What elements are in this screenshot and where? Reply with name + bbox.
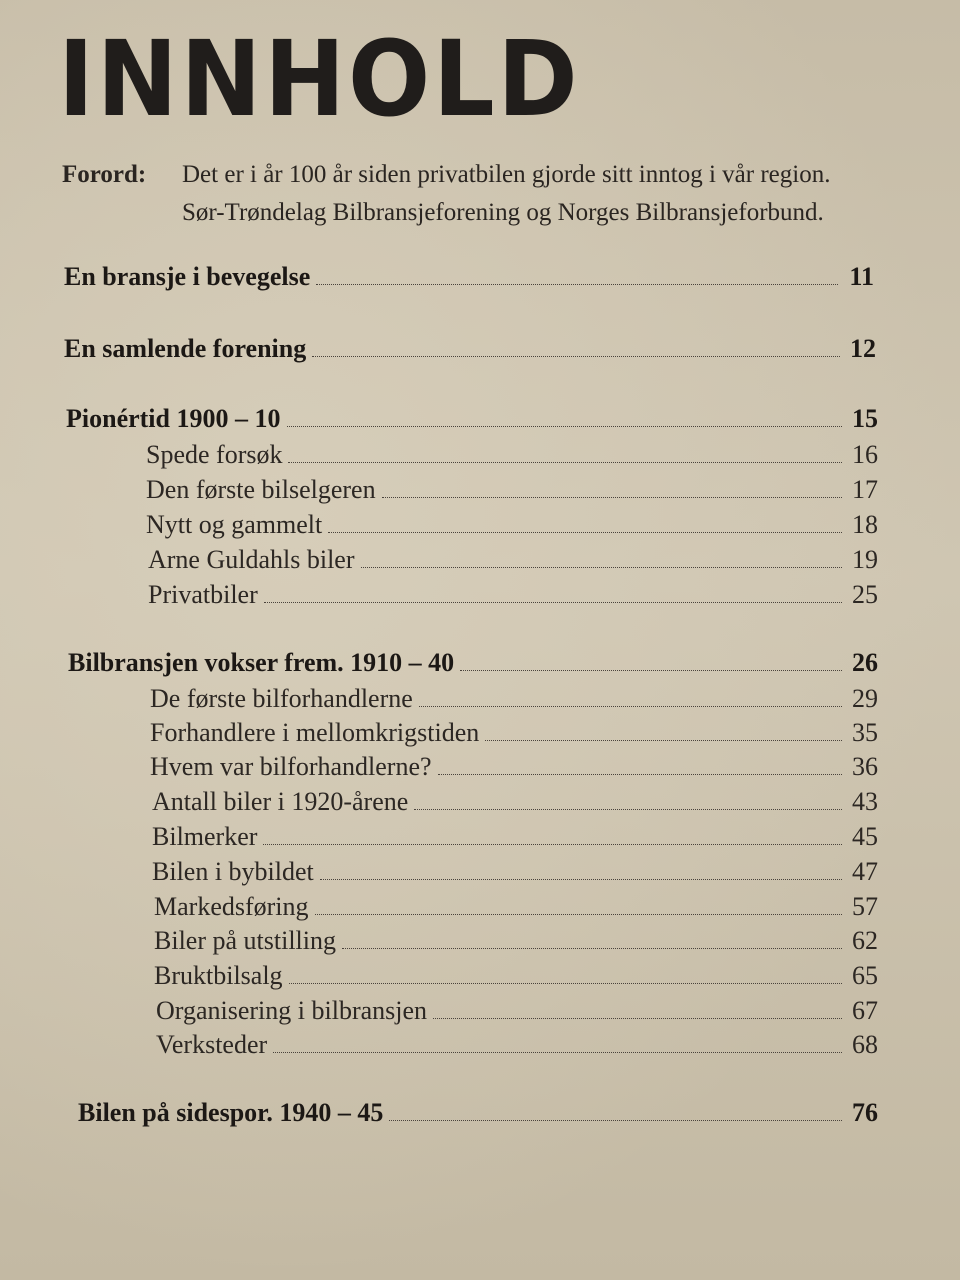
toc-entry-page: 65 — [852, 961, 878, 990]
toc-entry — [146, 510, 878, 546]
dot-leader — [288, 461, 842, 463]
toc-entry-page: 68 — [852, 1030, 878, 1059]
toc-entry — [156, 1030, 878, 1066]
toc-entry — [64, 262, 874, 298]
toc-entry-title: Bilmerker — [152, 822, 258, 851]
toc-entry — [146, 475, 878, 511]
toc-entry-page: 15 — [852, 404, 878, 433]
toc-entry — [146, 440, 878, 476]
toc-entry-page: 62 — [852, 926, 878, 955]
toc-entry-title: Spede forsøk — [146, 440, 283, 469]
toc-entry-title: En samlende forening — [64, 334, 307, 363]
toc-entry-page: 29 — [852, 684, 878, 713]
dot-leader — [342, 947, 842, 949]
dot-leader — [438, 773, 842, 775]
dot-leader — [320, 878, 842, 880]
toc-entry-page: 47 — [852, 857, 878, 886]
foreword-line: Det er i år 100 år siden privatbilen gjorde sitt inntog i vår region. — [182, 161, 831, 188]
toc-entry — [150, 752, 878, 788]
toc-entry-page: 18 — [852, 510, 878, 539]
dot-leader — [263, 843, 842, 845]
toc-entry-page: 67 — [852, 996, 878, 1025]
toc-entry-title: En bransje i bevegelse — [64, 262, 311, 291]
dot-leader — [361, 566, 842, 568]
toc-entry-page: 19 — [852, 545, 878, 574]
dot-leader — [273, 1051, 842, 1053]
toc-entry — [154, 926, 878, 962]
toc-entry — [154, 892, 878, 928]
toc-entry — [66, 404, 878, 440]
toc-entry-title: Arne Guldahls biler — [148, 545, 355, 574]
toc-entry-title: Bilbransjen vokser frem. 1910 – 40 — [68, 648, 455, 677]
toc-entry-page: 26 — [852, 648, 878, 677]
foreword-line: Sør-Trøndelag Bilbransjeforening og Norges Bilbransjeforbund. — [182, 199, 824, 226]
dot-leader — [315, 913, 842, 915]
dot-leader — [287, 425, 843, 427]
toc-entry-page: 57 — [852, 892, 878, 921]
toc-entry-page: 76 — [852, 1098, 878, 1127]
toc-entry — [154, 961, 878, 997]
toc-entry — [148, 580, 878, 616]
toc-entry-page: 12 — [850, 334, 876, 363]
dot-leader — [419, 705, 842, 707]
toc-entry-title: Markedsføring — [154, 892, 309, 921]
toc-entry-title: Verksteder — [156, 1030, 268, 1059]
toc-entry-title: Nytt og gammelt — [146, 510, 323, 539]
dot-leader — [312, 355, 840, 357]
dot-leader — [382, 496, 842, 498]
toc-entry-page: 16 — [852, 440, 878, 469]
dot-leader — [414, 808, 842, 810]
toc-entry — [152, 857, 878, 893]
toc-entry-title: Bilen på sidespor. 1940 – 45 — [78, 1098, 384, 1127]
toc-entry-page: 35 — [852, 718, 878, 747]
toc-entry-title: Organisering i bilbransjen — [156, 996, 428, 1025]
toc-entry — [150, 684, 878, 720]
dot-leader — [289, 982, 842, 984]
foreword-label: Forord: — [62, 161, 147, 188]
toc-entry-title: Hvem var bilforhandlerne? — [150, 752, 432, 781]
dot-leader — [389, 1119, 842, 1121]
toc-entry — [64, 334, 876, 370]
toc-entry — [150, 718, 878, 754]
toc-entry — [68, 648, 878, 684]
toc-entry-page: 11 — [849, 262, 874, 291]
toc-entry — [148, 545, 878, 581]
toc-entry — [156, 996, 878, 1032]
toc-entry — [152, 787, 878, 823]
dot-leader — [460, 669, 842, 671]
dot-leader — [433, 1017, 842, 1019]
toc-entry-page: 17 — [852, 475, 878, 504]
page-title: INNHOLD — [58, 18, 581, 140]
dot-leader — [328, 531, 842, 533]
toc-entry-title: Privatbiler — [148, 580, 258, 609]
dot-leader — [264, 601, 842, 603]
toc-entry-title: Bilen i bybildet — [152, 857, 314, 886]
toc-entry-page: 36 — [852, 752, 878, 781]
toc-entry-title: Den første bilselgeren — [146, 475, 376, 504]
toc-entry-title: Bruktbilsalg — [154, 961, 283, 990]
toc-entry-title: Biler på utstilling — [154, 926, 336, 955]
toc-entry — [152, 822, 878, 858]
toc-entry-page: 25 — [852, 580, 878, 609]
toc-entry-title: Antall biler i 1920-årene — [152, 787, 409, 816]
toc-entry-title: De første bilforhandlerne — [150, 684, 413, 713]
toc-entry — [78, 1098, 878, 1134]
dot-leader — [485, 739, 842, 741]
toc-entry-page: 43 — [852, 787, 878, 816]
dot-leader — [316, 283, 838, 285]
toc-entry-title: Pionértid 1900 – 10 — [66, 404, 281, 433]
toc-entry-page: 45 — [852, 822, 878, 851]
toc-entry-title: Forhandlere i mellomkrigstiden — [150, 718, 480, 747]
